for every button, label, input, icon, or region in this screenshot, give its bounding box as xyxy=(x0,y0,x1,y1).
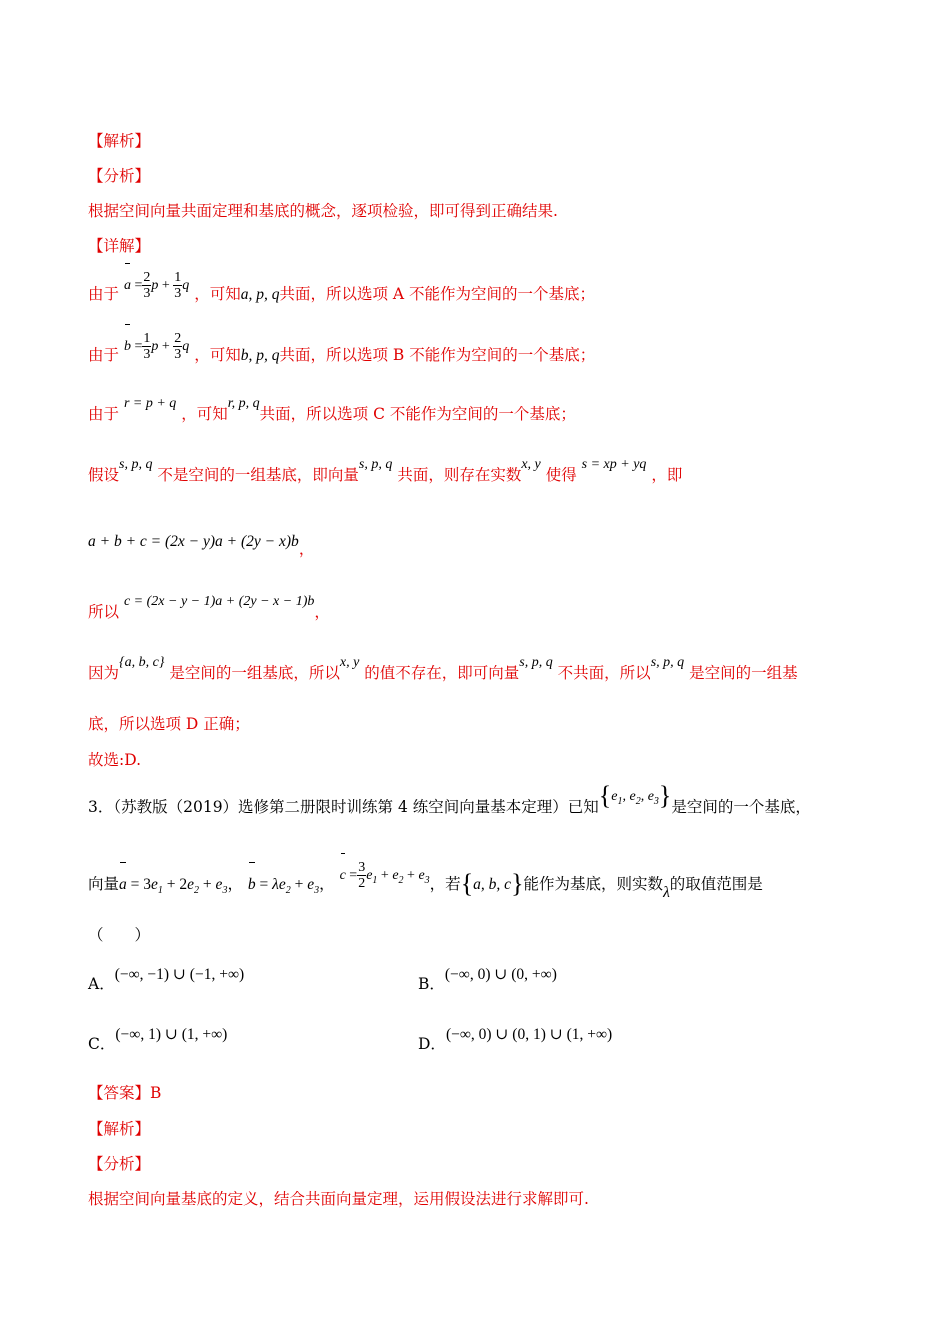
option-b[interactable]: B．(−∞, 0) ∪ (0, +∞) xyxy=(418,966,557,993)
detail-line-1: 由于 a = $\frac{2}{3}$ p + $\frac{1}{3}$ q ，可知a, p, q共面，所以选项 A 不能作为空间的一个基底； xyxy=(88,272,595,318)
analysis-text: 根据空间向量共面定理和基底的概念，逐项检验，即可得到正确结果. xyxy=(88,202,558,220)
detail-line-6: 所以 c = (2x − y − 1)a + (2y − x − 1)b， xyxy=(88,594,330,621)
detail-line-8: 底，所以选项 D 正确； xyxy=(88,715,250,733)
option-d[interactable]: D．(−∞, 0) ∪ (0, 1) ∪ (1, +∞) xyxy=(418,1026,613,1053)
heading-fenxi-2: 【分析】 xyxy=(88,1155,151,1173)
lambda: λ xyxy=(663,884,670,901)
formula-a: a = $\frac{2}{3}$ p + $\frac{1}{3}$ q xyxy=(124,278,189,293)
heading-jiexi: 【解析】 xyxy=(88,132,151,150)
option-c[interactable]: C．(−∞, 1) ∪ (1, +∞) xyxy=(88,1026,228,1053)
vector-b: $b = \lambda e_2 + e_3$ xyxy=(248,876,319,893)
detail-line-5: a + b + c = (2x − y)a + (2y − x)b， xyxy=(88,533,315,558)
heading-fenxi: 【分析】 xyxy=(88,167,151,185)
heading-xiangjie: 【详解】 xyxy=(88,237,151,255)
vector-a: $a = 3e_1 + 2e_2 + e_3$ xyxy=(119,876,227,893)
q3-line-2: 向量$a = 3e_1 + 2e_2 + e_3$， $b = \lambda e_2 + e_3$， c = $\frac{3}{2}$ $e_1 + e_2 + e_3$，若{a, b, c}能作为基底，则实数λ的取值范围是 xyxy=(88,862,763,913)
detail-line-4: 假设s, p, q 不是空间的一组基底，即向量s, p, q 共面，则存在实数x, y 使得 s = xp + yq ，即 xyxy=(88,457,683,484)
vector-c: c = $\frac{3}{2}$ $e_1 + e_2 + e_3$ xyxy=(340,868,430,883)
basis-abc: {a, b, c} xyxy=(460,869,524,899)
q3-stem: 3．（苏教版（2019）选修第二册限时训练第 4 练空间向量基本定理）已知{$e_1$, $e_2$, $e_3$}是空间的一个基底， xyxy=(88,780,811,816)
basis-e: {$e_1$, $e_2$, $e_3$} xyxy=(598,780,672,810)
detail-line-2: 由于 b = $\frac{1}{3}$ p + $\frac{2}{3}$ q ，可知b, p, q共面，所以选项 B 不能作为空间的一个基底； xyxy=(88,333,595,379)
option-a[interactable]: A．(−∞, −1) ∪ (−1, +∞) xyxy=(88,966,245,993)
formula-b: b = $\frac{1}{3}$ p + $\frac{2}{3}$ q xyxy=(124,339,189,354)
q3-paren: （ ） xyxy=(88,926,151,944)
heading-answer: 【答案】B xyxy=(88,1084,162,1102)
detail-line-7: 因为{a, b, c} 是空间的一组基底，所以x, y 的值不存在，即可向量s, p, q 不共面，所以s, p, q 是空间的一组基 xyxy=(88,655,798,682)
detail-line-3: 由于 r = p + q ，可知r, p, q共面，所以选项 C 不能作为空间的一个基底； xyxy=(88,396,576,423)
detail-line-9: 故选:D. xyxy=(88,751,142,769)
heading-jiexi-2: 【解析】 xyxy=(88,1120,151,1138)
analysis-text-2: 根据空间向量基底的定义，结合共面向量定理，运用假设法进行求解即可. xyxy=(88,1190,589,1208)
